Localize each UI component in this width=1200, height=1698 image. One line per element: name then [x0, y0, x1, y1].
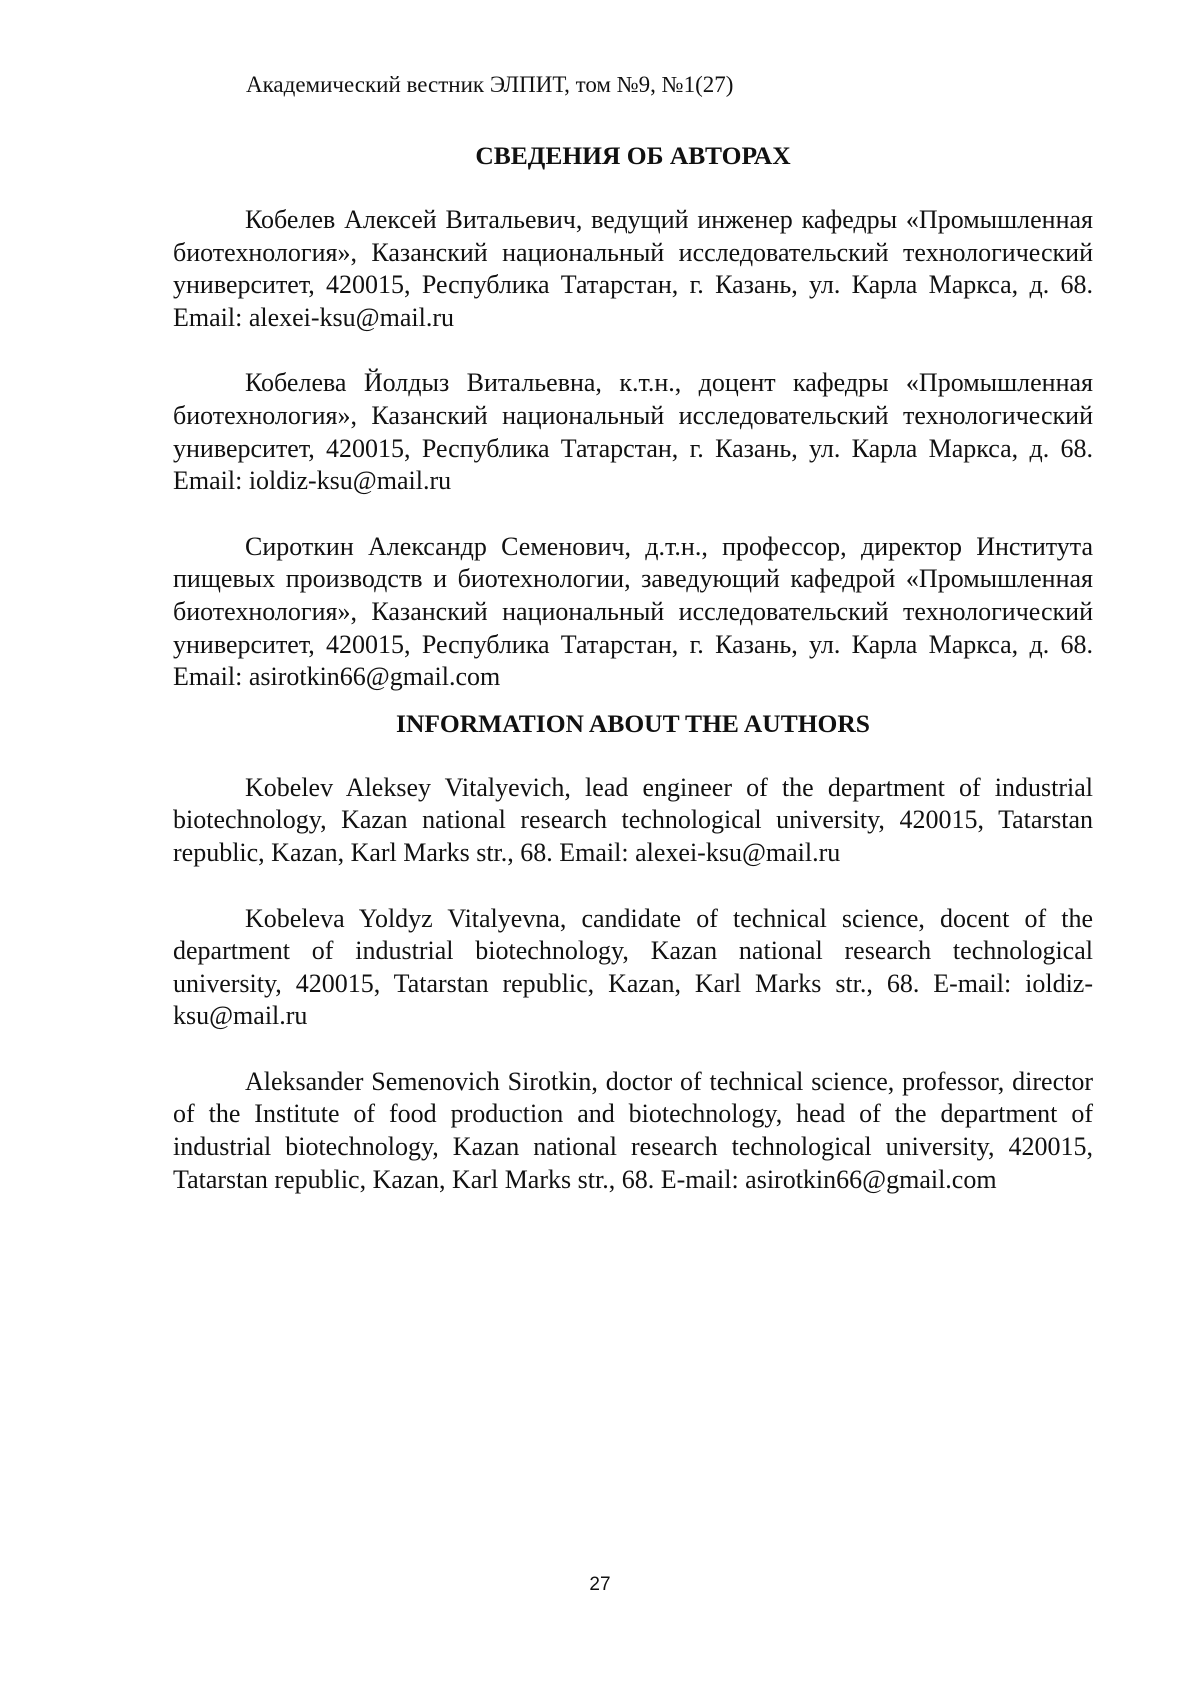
section-title-ru: СВЕДЕНИЯ ОБ АВТОРАХ: [475, 141, 791, 170]
author-info-en-3: Aleksander Semenovich Sirotkin, doctor of technical science, professor, director of the Institute of food production and biotechnology, head of the department of industrial biotechnology, Kazan national research technological university, 420015, Tatarstan republic, Kazan, Karl Marks str., 68. E-mail: asirotkin66@gmail.com: [173, 1066, 1093, 1194]
page-content: [173, 140, 1093, 1229]
author-info-en-2: Kobeleva Yoldyz Vitalyevna, candidate of technical science, docent of the department of industrial biotechnology, Kazan national research technological university, 420015, Tatarstan republic, Kazan, Karl Marks str., 68. E-mail: ioldiz-ksu@mail.ru: [173, 903, 1093, 1031]
author-info-ru-2: Кобелева Йолдыз Витальевна, к.т.н., доцент кафедры «Промышленная биотехнология», Казанский национальный исследовательский технологический университет, 420015, Республика Татарстан, г. Казань, ул. Карла Маркса, д. 68. Email: ioldiz-ksu@mail.ru: [173, 368, 1093, 496]
author-info-en-1: Kobelev Aleksey Vitalyevich, lead engineer of the department of industrial biotechnology, Kazan national research technological university, 420015, Tatarstan republic, Kazan, Karl Marks str., 68. Email: alexei-ksu@mail.ru: [173, 772, 1093, 867]
section-title-en: INFORMATION ABOUT THE AUTHORS: [396, 708, 870, 738]
page-number: 27: [589, 1574, 611, 1595]
author-info-ru-1: Кобелев Алексей Витальевич, ведущий инженер кафедры «Промышленная биотехнология», Казанский национальный исследовательский технологический университет, 420015, Республика Татарстан, г. Казань, ул. Карла Маркса, д. 68. Email: alexei-ksu@mail.ru: [173, 205, 1093, 332]
author-info-ru-3: Сироткин Александр Семенович, д.т.н., профессор, директор Института пищевых производств и биотехнологии, заведующий кафедрой «Промышленная биотехнология», Казанский национальный исследовательский технологический университет, 420015, Республика Татарстан, г. Казань, ул. Карла Маркса, д. 68. Email: asirotkin66@gmail.com: [173, 531, 1093, 692]
running-header: Академический вестник ЭЛПИТ, том №9, №1(27): [246, 72, 734, 97]
